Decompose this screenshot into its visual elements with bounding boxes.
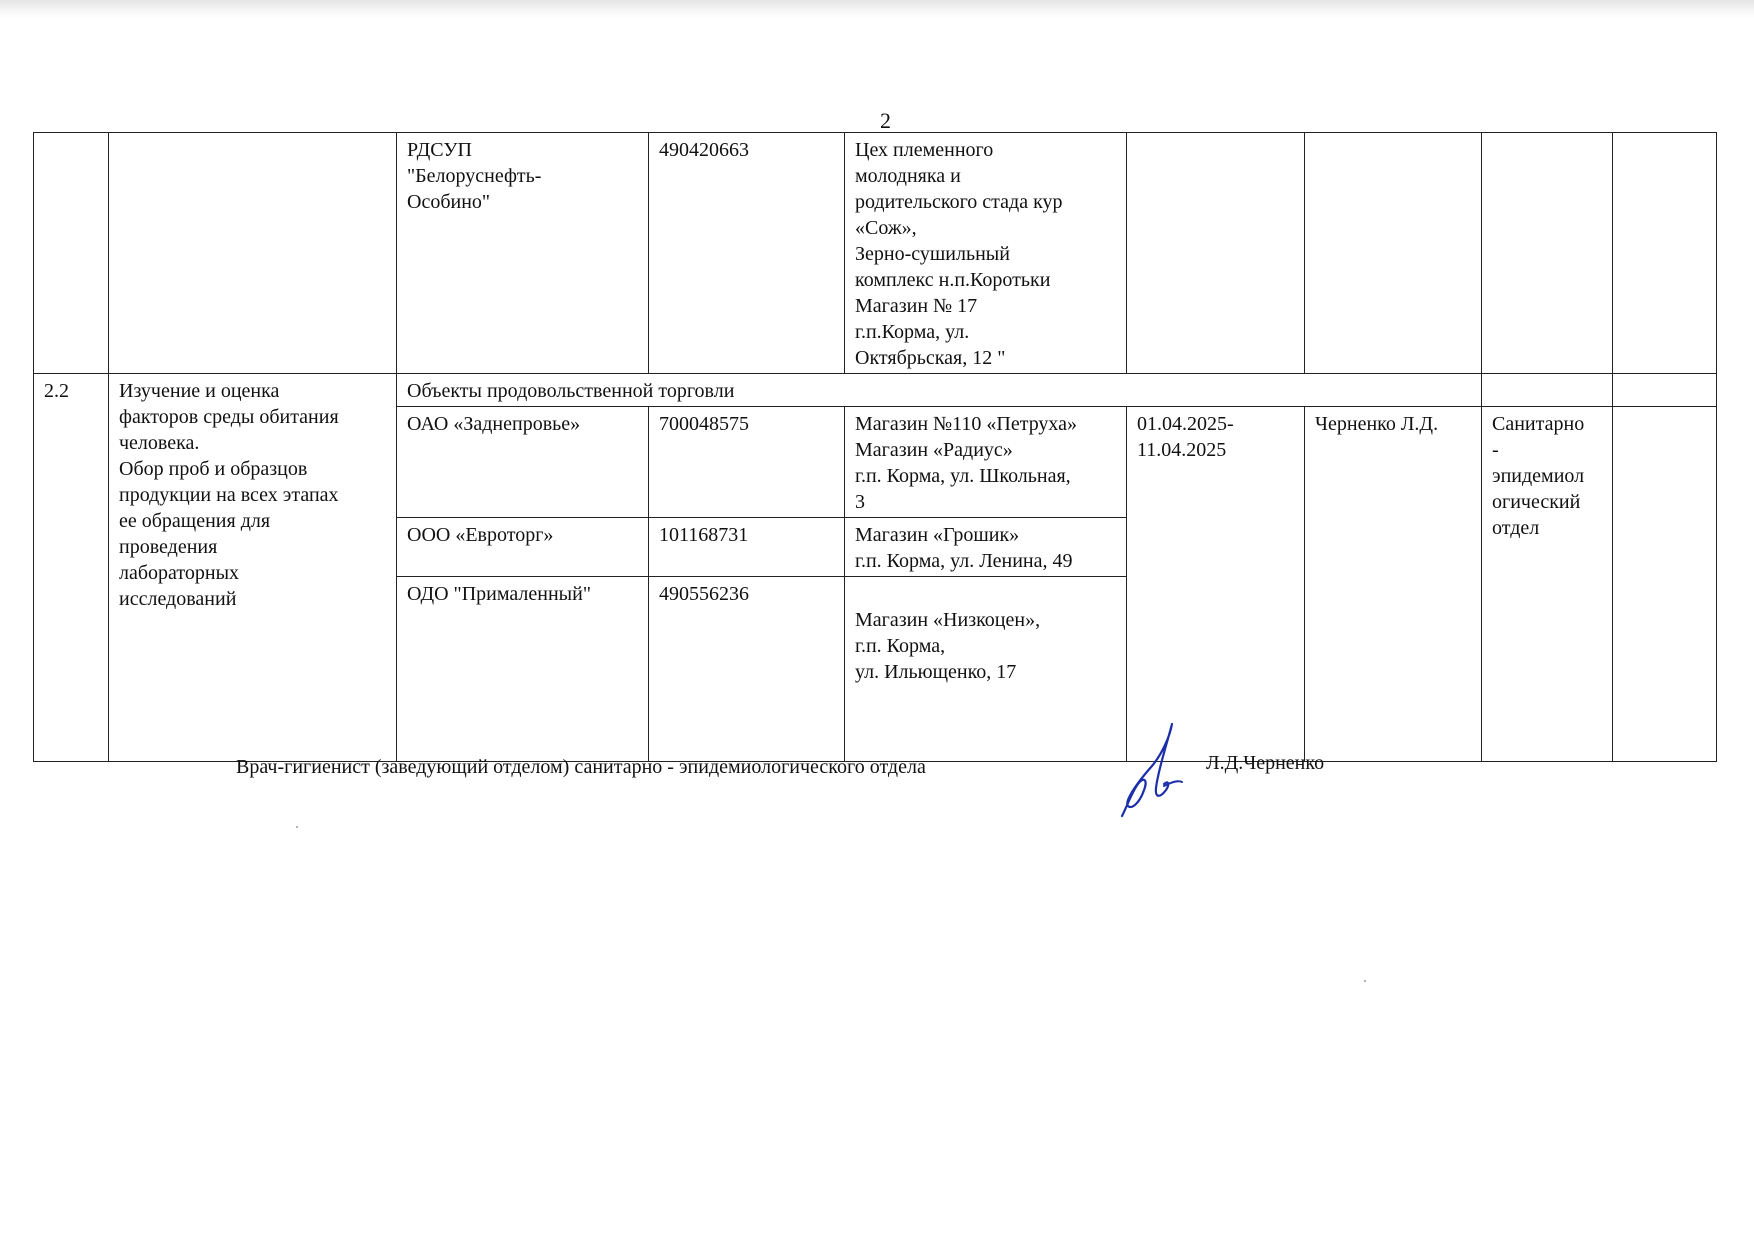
cell-organization: ООО «Евроторг» [397, 518, 649, 577]
cell-activity: Изучение и оценка факторов среды обитания человека. Обор проб и образцов продукции на всех этапах ее обращения для проведения лабораторных исследований [109, 374, 397, 762]
cell-department [1482, 374, 1613, 407]
cell-responsible [1305, 133, 1482, 374]
cell-responsible: Черненко Л.Д. [1305, 407, 1482, 762]
cell-note [1613, 407, 1717, 762]
cell-objects: Магазин «Грошик» г.п. Корма, ул. Ленина, 49 [845, 518, 1127, 577]
cell-department: Санитарно - эпидемиол огический отдел [1482, 407, 1613, 762]
cell-objects: Магазин №110 «Петруха» Магазин «Радиус» г.п. Корма, ул. Школьная, 3 [845, 407, 1127, 518]
cell-unp: 490420663 [649, 133, 845, 374]
page-number: 2 [880, 108, 891, 133]
cell-unp: 490556236 [649, 577, 845, 762]
cell-number [34, 133, 109, 374]
cell-note [1613, 133, 1717, 374]
category-header: Объекты продовольственной торговли [397, 374, 1482, 407]
cell-period [1127, 133, 1305, 374]
cell-objects: Цех племенного молодняка и родительского стада кур «Сож», Зерно-сушильный комплекс н.п.Коротьки Магазин № 17 г.п.Корма, ул. Октябрьская, 12 " [845, 133, 1127, 374]
cell-period: 01.04.2025- 11.04.2025 [1127, 407, 1305, 762]
cell-department [1482, 133, 1613, 374]
scan-speck [296, 826, 298, 828]
cell-note [1613, 374, 1717, 407]
cell-activity [109, 133, 397, 374]
cell-organization: ОАО «Заднепровье» [397, 407, 649, 518]
cell-organization: РДСУП "Белоруснефть- Особино" [397, 133, 649, 374]
table-row [34, 374, 1717, 407]
signature-stroke [1122, 724, 1172, 816]
cell-organization: ОДО "Прималенный" [397, 577, 649, 762]
cell-objects: Магазин «Низкоцен», г.п. Корма, ул. Ильющенко, 17 [845, 577, 1127, 762]
cell-number: 2.2 [34, 374, 109, 762]
table-row [34, 133, 1717, 374]
scan-edge-shadow [0, 0, 1754, 18]
cell-unp: 101168731 [649, 518, 845, 577]
signatory-name: Л.Д.Черненко [1206, 752, 1325, 774]
plan-table [33, 132, 1717, 762]
signatory-title: Врач-гигиенист (заведующий отделом) санитарно - эпидемиологического отдела [236, 756, 926, 778]
scan-speck [1364, 980, 1366, 982]
cell-unp: 700048575 [649, 407, 845, 518]
